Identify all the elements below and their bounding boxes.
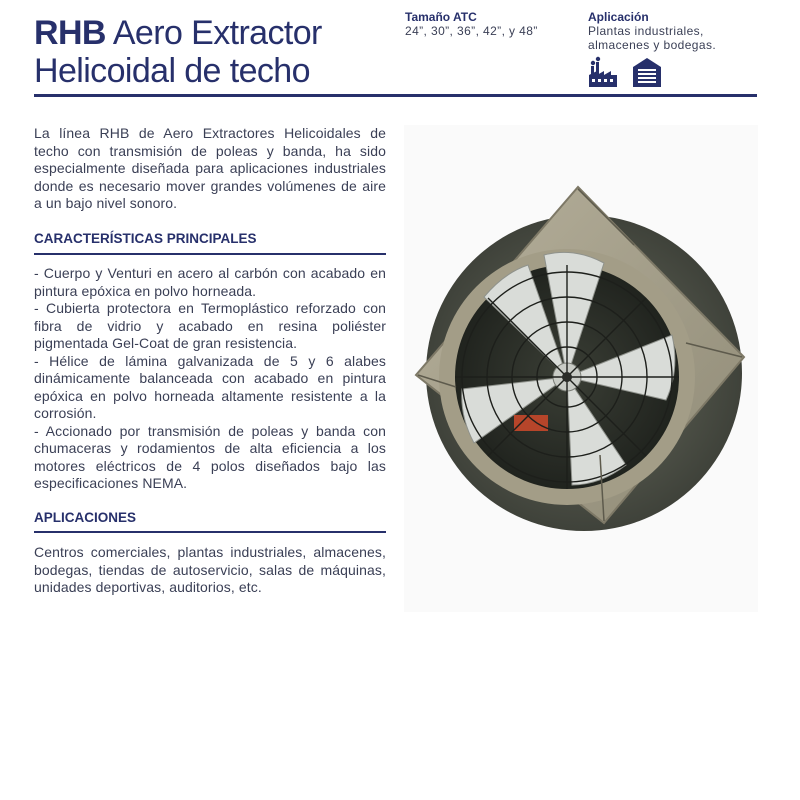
sizes-label: Tamaño ATC bbox=[405, 10, 477, 24]
feature-item: - Hélice de lámina galvanizada de 5 y 6 alabes dinámicamente balanceada con acabado en pintura epóxica en polvo horneada altamente resistente a la corrosión. bbox=[34, 352, 386, 421]
feature-item: - Cubierta protectora en Termoplástico reforzado con fibra de vidrio y acabado en resina poliéster pigmentada Gel-Coat de gran resistencia. bbox=[34, 300, 386, 351]
fan-product-image bbox=[404, 125, 758, 612]
factory-icon bbox=[588, 56, 618, 93]
feature-item: - Cuerpo y Venturi en acero al carbón con acabado en pintura epóxica en polvo horneada. bbox=[34, 265, 386, 299]
application-value: Plantas industriales, almacenes y bodegas. bbox=[588, 24, 717, 52]
sizes-value: 24”, 30”, 36”, 42”, y 48” bbox=[405, 24, 538, 38]
warehouse-icon bbox=[632, 56, 662, 93]
title-line-1: Aero Extractor bbox=[112, 14, 322, 52]
sizes-block bbox=[405, 10, 555, 38]
feature-item: - Accionado por transmisión de poleas y banda con chumaceras y rodamientos de alta eficiencia a los motores eléctricos de 4 polos diseñados bajo las especificaciones NEMA. bbox=[34, 422, 386, 491]
intro-paragraph: La línea RHB de Aero Extractores Helicoidales de techo con transmisión de poleas y banda, ha sido especialmente diseñada para aplicaciones industriales donde es necesario mover grandes volúmenes de aire a un bajo nivel sonoro. bbox=[34, 125, 386, 211]
brand-name: RHB bbox=[34, 14, 106, 52]
application-block bbox=[588, 10, 763, 93]
product-title bbox=[34, 14, 394, 90]
title-line-2: Helicoidal de techo bbox=[34, 52, 310, 90]
features-heading: CARACTERÍSTICAS PRINCIPALES bbox=[34, 231, 257, 246]
applications-divider bbox=[34, 531, 386, 533]
applications-heading: APLICACIONES bbox=[34, 510, 137, 525]
application-icons bbox=[588, 56, 763, 93]
applications-paragraph: Centros comerciales, plantas industriales, almacenes, bodegas, tiendas de autoservicio, salas de máquinas, unidades deportivas, auditorios, etc. bbox=[34, 544, 386, 595]
features-divider bbox=[34, 253, 386, 255]
application-label: Aplicación bbox=[588, 10, 649, 24]
header-divider bbox=[34, 94, 757, 97]
features-list bbox=[34, 265, 386, 493]
